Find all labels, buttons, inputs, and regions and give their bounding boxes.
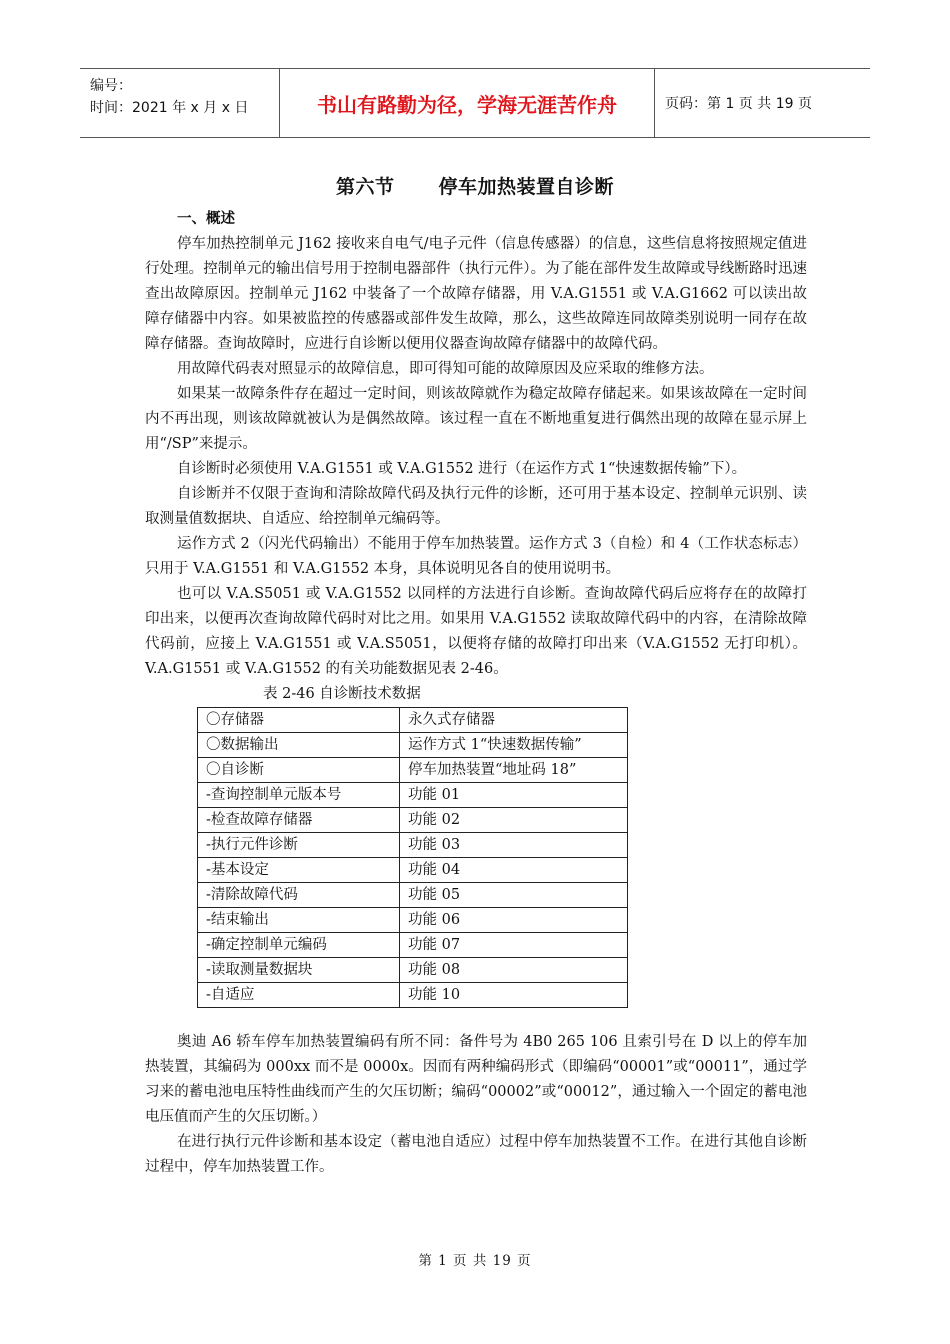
paragraph: 运作方式 2（闪光代码输出）不能用于停车加热装置。运作方式 3（自检）和 4（工作状态标志）只用于 V.A.G1551 和 V.A.G1552 本身，具体说明见各自的使用说明书。: [145, 536, 807, 577]
paragraph: 在进行执行元件诊断和基本设定（蓄电池自适应）过程中停车加热装置不工作。在进行其他自诊断过程中，停车加热装置工作。: [145, 1134, 807, 1175]
table-cell: -确定控制单元编码: [198, 933, 400, 958]
diagnostic-data-table: [197, 707, 628, 1008]
table-cell: 功能 02: [400, 808, 628, 833]
table-cell: -执行元件诊断: [198, 833, 400, 858]
table-cell: 〇存储器: [198, 708, 400, 733]
table-cell: -读取测量数据块: [198, 958, 400, 983]
paragraph: 自诊断并不仅限于查询和清除故障代码及执行元件的诊断，还可用于基本设定、控制单元识别、读取测量值数据块、自适应、给控制单元编码等。: [145, 486, 807, 527]
header-motto: 书山有路勤为径，学海无涯苦作舟: [280, 69, 655, 137]
table-row: [198, 958, 628, 983]
table-cell: -清除故障代码: [198, 883, 400, 908]
table-cell: 运作方式 1“快速数据传输”: [400, 733, 628, 758]
paragraph: 用故障代码表对照显示的故障信息，即可得知可能的故障原因及应采取的维修方法。: [177, 361, 714, 377]
table-row: [198, 908, 628, 933]
table-row: [198, 783, 628, 808]
table-cell: 功能 05: [400, 883, 628, 908]
table-row: [198, 858, 628, 883]
table-cell: 功能 07: [400, 933, 628, 958]
table-row: [198, 708, 628, 733]
title-section: 第六节: [335, 176, 395, 198]
table-cell: 功能 10: [400, 983, 628, 1008]
paragraph: 停车加热控制单元 J162 接收来自电气/电子元件（信息传感器）的信息，这些信息将按照规定值进行处理。控制单元的输出信号用于控制电器部件（执行元件）。为了能在部件发生故障或导线断路时迅速查出故障原因。控制单元 J162 中装备了一个故障存储器，用 V.A.G1551 或 V.A.G1662 可以读出故障存储器中内容。如果被监控的传感器或部件发生故障，那么，这些故障连同故障类别说明一同存在故障存储器。查询故障时，应进行自诊断以便用仪器查询故障存储器中的故障代码。: [145, 236, 807, 352]
table-cell: -检查故障存储器: [198, 808, 400, 833]
table-row: [198, 883, 628, 908]
header-meta: [80, 69, 280, 137]
table-row: [198, 808, 628, 833]
header-page-info: 页码：第 1 页 共 19 页: [665, 96, 812, 112]
paragraph: 如果某一故障条件存在超过一定时间，则该故障就作为稳定故障存储起来。如果该故障在一定时间内不再出现，则该故障就被认为是偶然故障。该过程一直在不断地重复进行偶然出现的故障在显示屏上用“/SP”来提示。: [145, 386, 807, 452]
title-name: 停车加热装置自诊断: [438, 176, 615, 198]
table-cell: -基本设定: [198, 858, 400, 883]
table-cell: 功能 03: [400, 833, 628, 858]
table-caption: 表 2-46 自诊断技术数据: [263, 686, 421, 702]
table-cell: 永久式存储器: [400, 708, 628, 733]
spacer: [145, 1008, 807, 1030]
table-row: [198, 933, 628, 958]
table-row: [198, 733, 628, 758]
header-time: 时间：2021 年 x 月 x 日: [90, 100, 249, 116]
table-row: [198, 833, 628, 858]
page-title: [0, 172, 950, 199]
overview-heading: 一、概述: [177, 211, 235, 227]
table-cell: 功能 04: [400, 858, 628, 883]
table-cell: -自适应: [198, 983, 400, 1008]
table-cell: 〇自诊断: [198, 758, 400, 783]
paragraph: 奥迪 A6 轿车停车加热装置编码有所不同：备件号为 4B0 265 106 且索引号在 D 以上的停车加热装置，其编码为 000xx 而不是 0000x。因而有两种编码形式（即编码“00001”或“00011”，通过学习来的蓄电池电压特性曲线而产生的欠压切断；编码“00002”或“00012”，通过输入一个固定的蓄电池电压值而产生的欠压切断。）: [145, 1034, 807, 1125]
table-row: [198, 983, 628, 1008]
table-cell: 〇数据输出: [198, 733, 400, 758]
paragraph: 也可以 V.A.S5051 或 V.A.G1552 以同样的方法进行自诊断。查询故障代码后应将存在的故障打印出来，以便再次查询故障代码时对比之用。如果用 V.A.G1552 读取故障代码中的内容，在清除故障代码前，应接上 V.A.G1551 或 V.A.S5051，以便将存储的故障打印出来（V.A.G1552 无打印机）。V.A.G1551 或 V.A.G1552 的有关功能数据见表 2-46。: [145, 586, 807, 677]
table-cell: 功能 01: [400, 783, 628, 808]
paragraph: 自诊断时必须使用 V.A.G1551 或 V.A.G1552 进行（在运作方式 1“快速数据传输”下）。: [177, 461, 747, 477]
table-cell: -结束输出: [198, 908, 400, 933]
page-header: [80, 68, 870, 138]
table-cell: 功能 08: [400, 958, 628, 983]
document-body: [145, 207, 807, 1180]
table-cell: 功能 06: [400, 908, 628, 933]
table-row: [198, 758, 628, 783]
table-cell: -查询控制单元版本号: [198, 783, 400, 808]
header-number: 编号：: [90, 78, 132, 94]
page-footer: 第 1 页 共 19 页: [418, 1253, 532, 1269]
table-cell: 停车加热装置“地址码 18”: [400, 758, 628, 783]
